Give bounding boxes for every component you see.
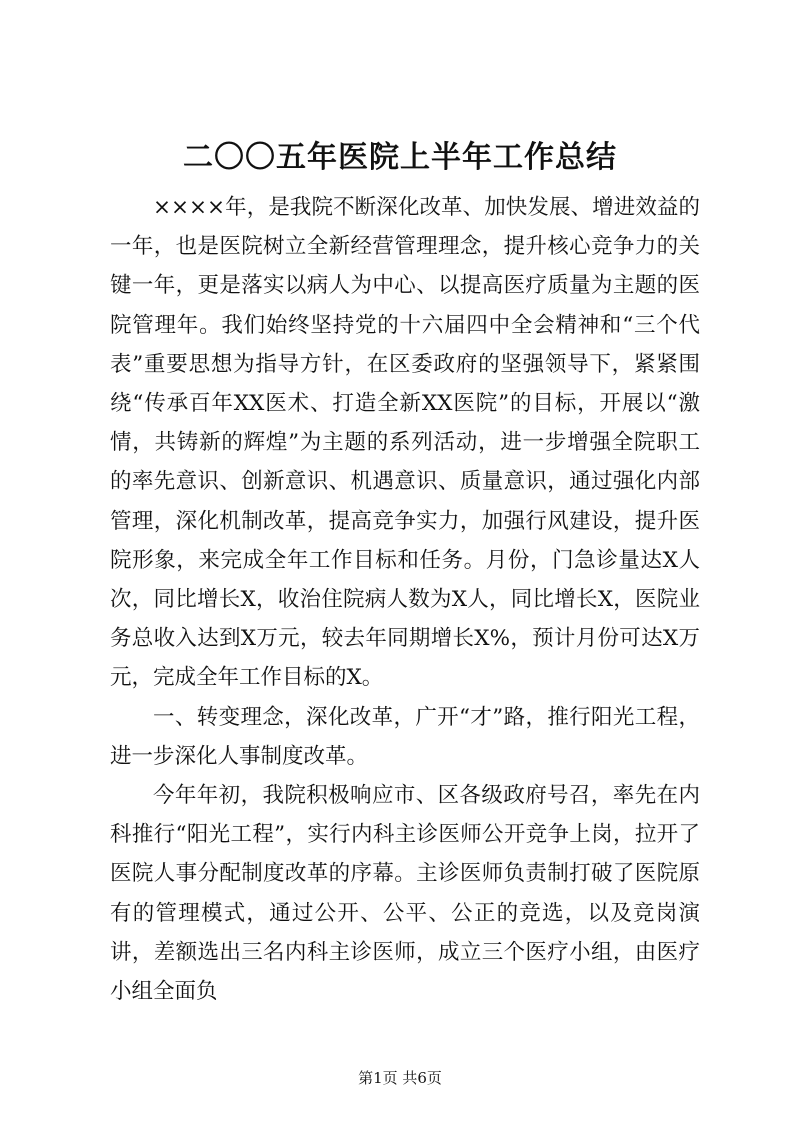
paragraph-reform: 今年年初，我院积极响应市、区各级政府号召，率先在内科推行“阳光工程”，实行内科主诊医师公开竞争上岗，拉开了医院人事分配制度改革的序幕。主诊医师负责制打破了医院原有的管理模式，通过公开、公平、公正的竞选，以及竞岗演讲，差额选出三名内科主诊医师，成立三个医疗小组，由医疗小组全面负	[110, 783, 700, 1005]
paragraph-section-heading: 一、转变理念，深化改革，广开“才”路，推行阳光工程，进一步深化人事制度改革。	[110, 704, 700, 769]
paragraph-intro: ××××年，是我院不断深化改革、加快发展、增进效益的一年，也是医院树立全新经营管理理念，提升核心竞争力的关键一年，更是落实以病人为中心、以提高医疗质量为主题的医院管理年。我们始终坚持党的十六届四中全会精神和“三个代表”重要思想为指导方针，在区委政府的坚强领导下，紧紧围绕“传承百年XX医术、打造全新XX医院”的目标，开展以“激情，共铸新的辉煌”为主题的系列活动，进一步增强全院职工的率先意识、创新意识、机遇意识、质量意识，通过强化内部管理，深化机制改革，提高竞争实力，加强行风建设，提升医院形象，来完成全年工作目标和任务。月份，门急诊量达X人次，同比增长X，收治住院病人数为X人，同比增长X，医院业务总收入达到X万元，较去年同期增长X%，预计月份可达X万元，完成全年工作目标的X。	[110, 195, 700, 691]
document-body	[110, 188, 700, 1011]
document-title: 二〇〇五年医院上半年工作总结	[183, 140, 617, 175]
page-number-footer: 第1页 共6页	[358, 1069, 442, 1087]
